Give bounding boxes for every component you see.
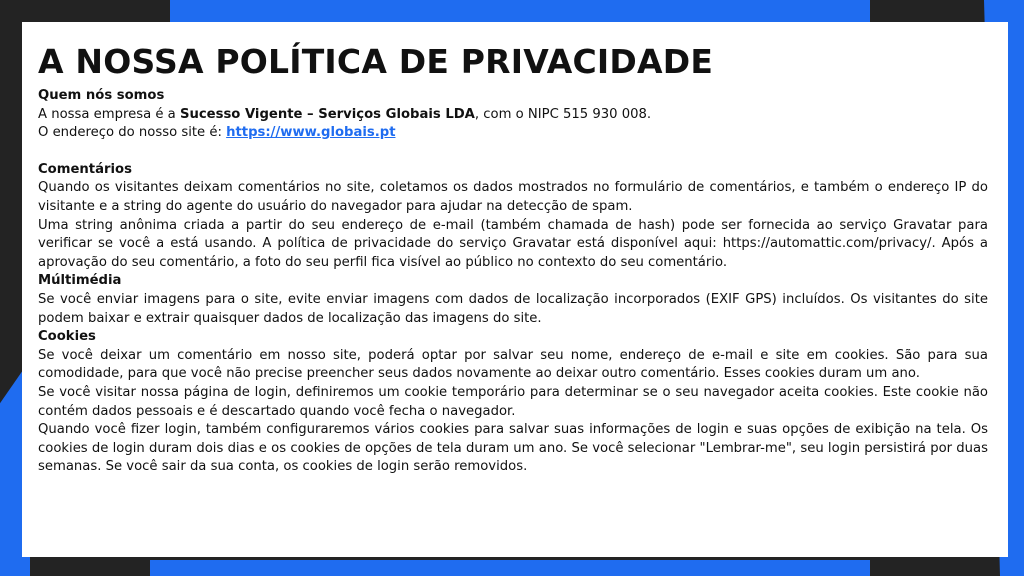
company-name: Sucesso Vigente – Serviços Globais LDA [179,106,475,122]
cookies-paragraph-3: Quando você fizer login, também configuraremos vários cookies para salvar suas informações de login e suas opções de exibição na tela. Os cookies de login duram dois dias e os cookies de opções de tela duram um ano. Se você selecionar "Lembrar-me", seu login persistirá por duas semanas. Se você sair da sua conta, os cookies de login serão removidos. [38,422,988,475]
cookies-paragraph-2: Se você visitar nossa página de login, definiremos um cookie temporário para determinar se o seu navegador aceita cookies. Este cookie não contém dados pessoais e é descartado quando você fecha o navegador. [38,384,988,419]
section-heading-comentarios: Comentários [38,161,132,177]
comentarios-paragraph-1: Quando os visitantes deixam comentários no site, coletamos os dados mostrados no formulário de comentários, e também o endereço IP do visitante e a string do agente do usuário do navegador para ajudar na detecção de spam. [38,180,988,214]
site-link[interactable]: https://www.globais.pt [226,125,396,141]
site-line-pre: O endereço do nosso site é: [38,125,227,141]
content-inner [38,42,988,477]
spacer [38,143,988,161]
page-title: A NOSSA POLÍTICA DE PRIVACIDADE [38,42,714,81]
section-heading-quem: Quem nós somos [38,88,165,103]
content-card [22,22,1008,557]
multimedia-paragraph-1: Se você enviar imagens para o site, evite enviar imagens com dados de localização incorporados (EXIF GPS) incluídos. Os visitantes do site podem baixar e extrair quaisquer dados de localização das imagens do site. [38,291,988,326]
section-heading-multimedia: Múltimédia [38,273,122,289]
decorative-bottom-band [150,560,870,576]
site-line [38,124,988,143]
company-line-pre: A nossa empresa é a [38,106,180,122]
decorative-top-band [170,0,870,24]
policy-body [38,87,988,477]
comentarios-paragraph-2: Uma string anônima criada a partir do seu endereço de e-mail (também chamada de hash) pode ser fornecida ao serviço Gravatar para verificar se você a está usando. A política de privacidade do serviço Gravatar está disponível aqui: https://automattic.com/privacy/. Após a aprovação do seu comentário, a foto do seu perfil fica visível ao público no contexto do seu comentário. [38,217,988,270]
cookies-paragraph-1: Se você deixar um comentário em nosso site, poderá optar por salvar seu nome, endereço de e-mail e site em cookies. São para sua comodidade, para que você não precise preencher seus dados novamente ao deixar outro comentário. Esses cookies duram um ano. [38,347,988,382]
section-heading-cookies: Cookies [38,329,96,345]
company-line-post: , com o NIPC 515 930 008. [474,106,652,122]
company-line [38,106,988,125]
